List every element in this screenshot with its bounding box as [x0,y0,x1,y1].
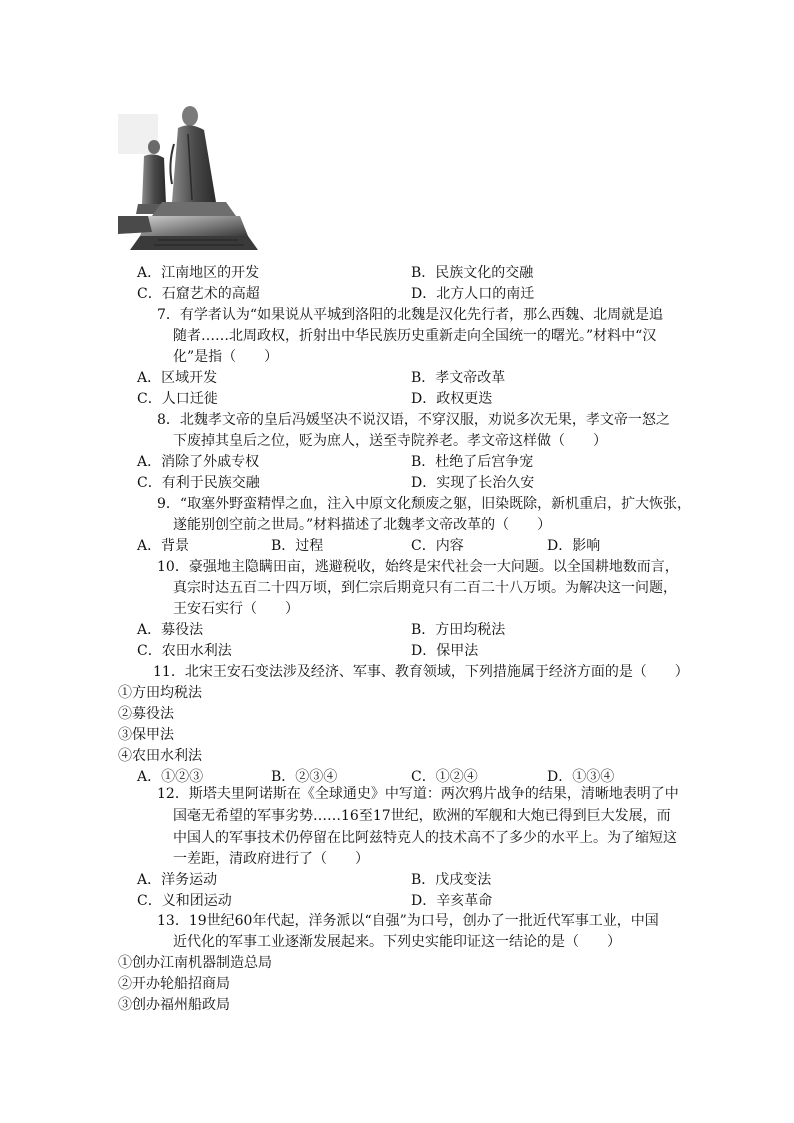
q11-option-d[interactable]: D．①③④ [547,769,615,785]
q8-option-b[interactable]: B．杜绝了后宫争宠 [411,454,534,470]
q7-stem-line-1: 7．有学者认为“如果说从平城到洛阳的北魏是汉化先行者，那么西魏、北周就是追 [157,307,664,323]
q13-stem-line-2: 近代化的军事工业逐渐发展起来。下列史实能印证这一结论的是（ ） [173,934,621,950]
q10-option-d[interactable]: D．保甲法 [411,643,479,659]
q11-stem-line-1: 11．北宋王安石变法涉及经济、军事、教育领域，下列措施属于经济方面的是（ ） [153,664,689,680]
q9-option-d[interactable]: D．影响 [547,538,601,554]
q12-stem-line-2: 国毫无希望的军事劣势……16至17世纪，欧洲的军舰和大炮已得到巨大发展，而 [173,808,671,824]
q10-option-b[interactable]: B．方田均税法 [411,622,506,638]
q6-option-b[interactable]: B．民族文化的交融 [411,265,534,281]
q11-item-4: ④农田水利法 [118,748,202,764]
q10-option-c[interactable]: C．农田水利法 [137,643,232,659]
q6-option-c[interactable]: C．石窟艺术的高超 [137,286,260,302]
q13-item-2: ②开办轮船招商局 [118,976,230,992]
q8-stem-line-2: 下废掉其皇后之位，贬为庶人，送至寺院养老。孝文帝这样做（ ） [173,433,607,449]
q9-option-c[interactable]: C．内容 [411,538,464,554]
q9-stem-line-1: 9．“取塞外野蛮精悍之血，注入中原文化颓废之躯，旧染既除，新机重启，扩大恢张， [157,496,692,512]
q10-stem-line-2: 真宗时达五百二十四万顷，到仁宗后期竟只有二百二十八万顷。为解决这一问题， [173,580,677,596]
q8-stem-line-1: 8．北魏孝文帝的皇后冯媛坚决不说汉语，不穿汉服，劝说多次无果，孝文帝一怒之 [157,412,670,428]
q7-option-d[interactable]: D．政权更迭 [411,391,493,407]
q8-option-c[interactable]: C．有利于民族交融 [137,475,260,491]
q9-stem-line-2: 遂能别创空前之世局。”材料描述了北魏孝文帝改革的（ ） [173,517,552,533]
q10-stem-line-3: 王安石实行（ ） [173,601,299,617]
q11-item-1: ①方田均税法 [118,685,202,701]
q10-stem-line-1: 10．豪强地主隐瞒田亩，逃避税收，始终是宋代社会一大问题。以全国耕地数而言， [157,559,679,575]
q12-option-c[interactable]: C．义和团运动 [137,893,232,909]
buddha-statues-photo [118,104,264,254]
q12-option-a[interactable]: A．洋务运动 [137,872,218,888]
q7-option-c[interactable]: C．人口迁徙 [137,391,218,407]
q12-stem-line-4: 一差距，清政府进行了（ ） [173,851,369,867]
q6-option-d[interactable]: D．北方人口的南迁 [411,286,535,302]
q8-option-a[interactable]: A．消除了外戚专权 [137,454,260,470]
q8-option-d[interactable]: D．实现了长治久安 [411,475,535,491]
q11-option-a[interactable]: A．①②③ [137,769,204,785]
q7-option-b[interactable]: B．孝文帝改革 [411,370,506,386]
q11-option-c[interactable]: C．①②④ [411,769,478,785]
q13-item-3: ③创办福州船政局 [118,997,230,1013]
q11-item-3: ③保甲法 [118,727,174,743]
q11-item-2: ②募役法 [118,706,174,722]
q12-stem-line-3: 中国人的军事技术仍停留在比阿兹特克人的技术高不了多少的水平上。为了缩短这 [173,830,677,846]
q9-option-a[interactable]: A．背景 [137,538,190,554]
q9-option-b[interactable]: B．过程 [271,538,324,554]
q11-option-b[interactable]: B．②③④ [271,769,338,785]
q13-stem-line-1: 13．19世纪60年代起，洋务派以“自强”为口号，创办了一批近代军事工业，中国 [157,913,659,929]
q12-option-b[interactable]: B．戊戌变法 [411,872,492,888]
q6-option-a[interactable]: A．江南地区的开发 [137,265,260,281]
q12-stem-line-1: 12．斯塔夫里阿诺斯在《全球通史》中写道：两次鸦片战争的结果，清晰地表明了中 [157,786,679,802]
q12-option-d[interactable]: D．辛亥革命 [411,893,493,909]
q13-item-1: ①创办江南机器制造总局 [118,955,272,971]
q10-option-a[interactable]: A．募役法 [137,622,204,638]
q7-stem-line-2: 随者……北周政权，折射出中华民族历史重新走向全国统一的曙光。”材料中“汉 [173,328,657,344]
q7-stem-line-3: 化”是指（ ） [173,349,279,365]
q7-option-a[interactable]: A．区域开发 [137,370,218,386]
